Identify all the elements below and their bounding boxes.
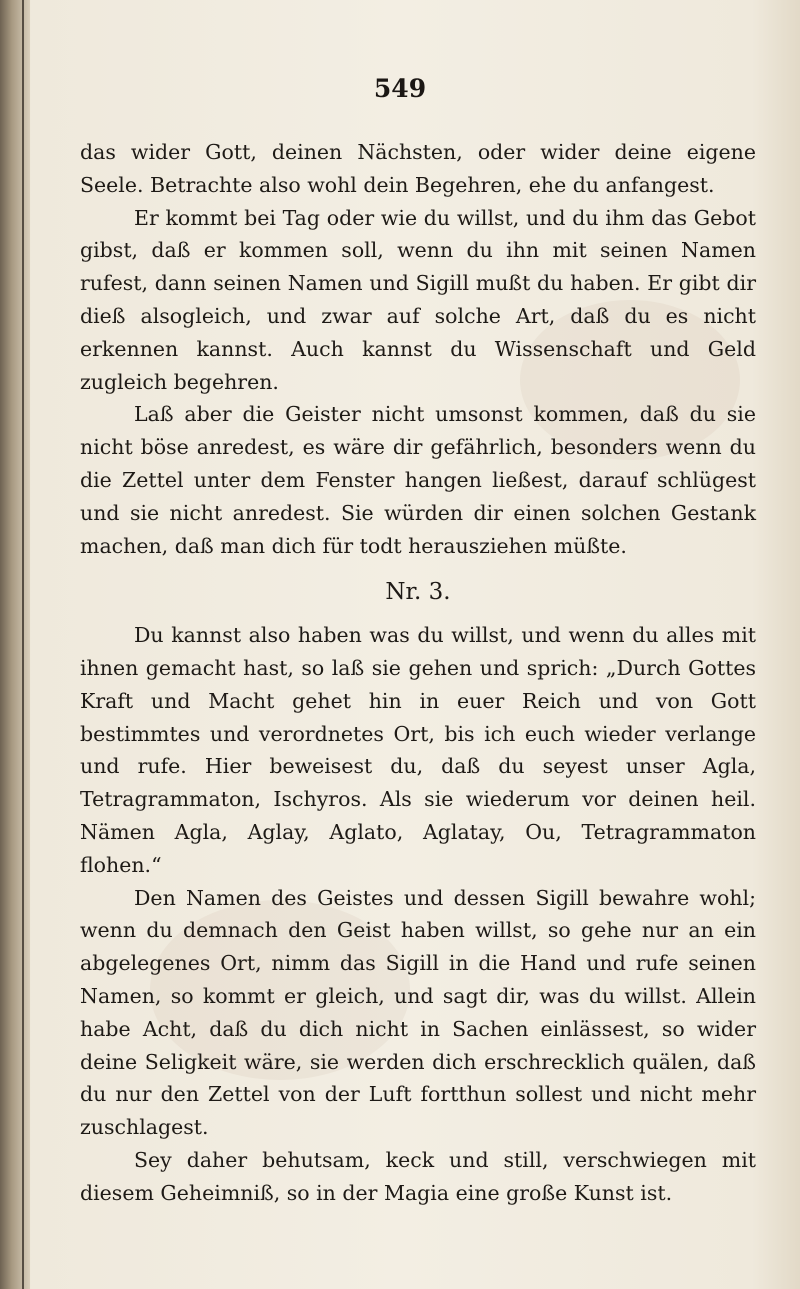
page-number: 549: [373, 74, 427, 103]
section-heading: Nr. 3.: [385, 579, 451, 606]
body-text: [80, 136, 756, 1210]
paragraph-6: Sey daher behutsam, keck und still, verschwiegen mit diesem Geheimniß, so in der Magia eine große Kunst ist.: [80, 1147, 756, 1205]
page-edge-line: [22, 0, 24, 1289]
paragraph-1: das wider Gott, deinen Nächsten, oder wider deine eigene Seele. Betrachte also wohl dein Begehren, ehe du anfangest.: [80, 140, 756, 197]
paragraph-4: Du kannst also haben was du willst, und wenn du alles mit ihnen gemacht hast, so laß sie gehen und sprich: „Durch Gottes Kraft und Macht gehet hin in euer Reich und von Gott bestimmtes und verordnetes Ort, bis ich euch wieder verlange und rufe. Hier beweisest du, daß du seyest unser Agla, Tetragrammaton, Ischyros. Als sie wiederum vor deinen heil. Nämen Agla, Aglay, Aglato, Aglatay, Ou, Tetragrammaton flohen.“: [80, 623, 756, 877]
paragraph-2: Er kommt bei Tag oder wie du willst, und du ihm das Gebot gibst, daß er kommen soll, wenn du ihn mit seinen Namen rufest, dann seinen Namen und Sigill mußt du haben. Er gibt dir dieß alsogleich, und zwar auf solche Art, daß du es nicht erkennen kannst. Auch kannst du Wissenschaft und Geld zugleich begehren.: [80, 205, 756, 394]
paragraph-3: Laß aber die Geister nicht umsonst kommen, daß du sie nicht böse anredest, es wäre dir gefährlich, besonders wenn du die Zettel unter dem Fenster hangen ließest, darauf schlügest und sie nicht anredest. Sie würden dir einen solchen Gestank machen, daß man dich für todt herausziehen müßte.: [80, 402, 756, 558]
book-spine-shadow: [0, 0, 30, 1289]
paragraph-5: Den Namen des Geistes und dessen Sigill bewahre wohl; wenn du demnach den Geist haben willst, so gehe nur an ein abgelegenes Ort, nimm das Sigill in die Hand und rufe seinen Namen, so kommt er gleich, und sagt dir, was du willst. Allein habe Acht, daß du dich nicht in Sachen einlässest, so wider deine Seligkeit wäre, sie werden dich erschrecklich quälen, daß du nur den Zettel von der Luft fortthun sollest und nicht mehr zuschlagest.: [80, 885, 756, 1140]
